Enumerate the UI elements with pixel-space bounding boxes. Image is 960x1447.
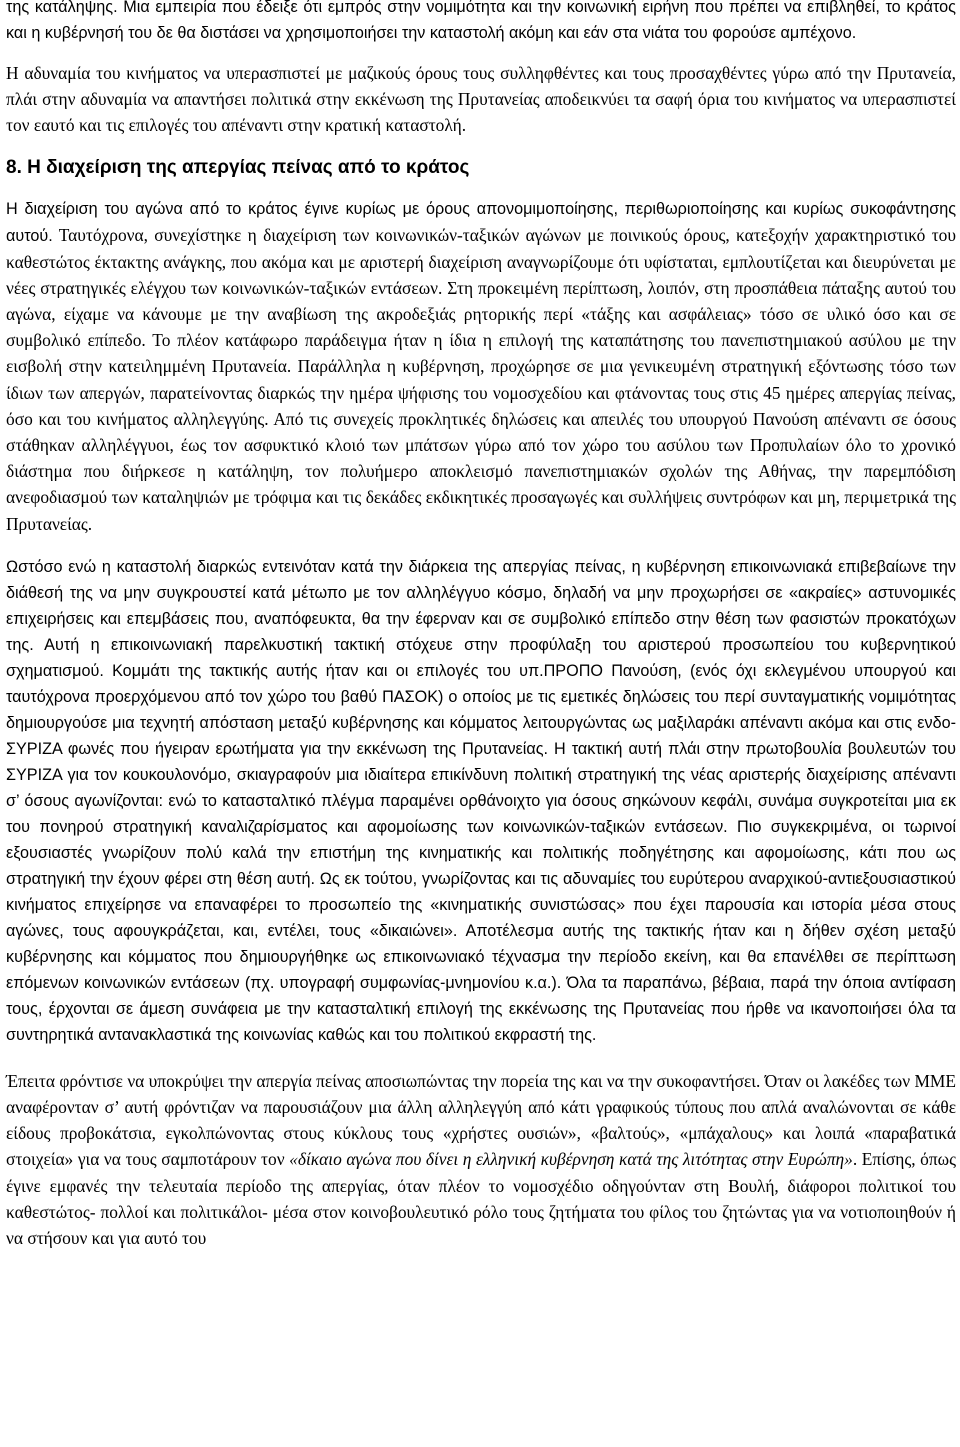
paragraph-intro: της κατάληψης. Μια εμπειρία που έδειξε ότι εμπρός στην νομιμότητα και την κοινωνική ειρήνη που πρέπει να επιβληθεί, το κράτος και η κυβέρνησή του δε θα διστάσει να χρησιμοποιήσει την καταστολή ακόμη και εάν στα νιάτα του φορούσε αμπέχονο. [6,0,956,42]
quoted-phrase: «δίκαιο αγώνα που δίνει η ελληνική κυβέρνηση κατά της λιτότητας στην Ευρώπη» [289,1149,853,1170]
paragraph-media-slander-continued: . Επίσης, όπως έγινε εμφανές την τελευταία περίοδο της απεργίας, όταν πλέον το νομοσχέδιο οδηγούνταν στη Βουλή, διάφοροι πολιτικοί του καθεστώτος- πολλοί και πολιτικάλοι- μέσα στον κοινοβουλευτικό ρόλο τους ζητήματα του φίλος του ζητώντας για να νοτιοποιηθούν ή να στήσουν και για αυτό του [6,1149,956,1249]
paragraph-state-management [6,195,956,537]
document-page [6,0,956,1251]
paragraph-media-slander-text: Έπειτα φρόντισε να υποκρύψει την απεργία πείνας αποσιωπώντας την πορεία της και να την συκοφαντήσει. Όταν οι λακέδες των ΜΜΕ αναφέρονταν σ’ αυτή φρόντιζαν να παρουσιάζουν μια άλλη αλληλεγγύη από κάτι γραφικούς τύπους που απλά αναλώνονται σε κάθε είδους προβοκάτσια, εγκολπώνοντας στους κύκλους τους «χρήστες ουσιών», «βαλτούς», «μπάχαλους» και λοιπά «παραβατικά στοιχεία» για να τους σαμποτάρουν τον [6,1070,956,1170]
section-heading: 8. Η διαχείριση της απεργίας πείνας από το κράτος [6,156,470,178]
paragraph-movement-weakness: Η αδυναμία του κινήματος να υπερασπιστεί με μαζικούς όρους τους συλληφθέντες και τους προσαχθέντες γύρω από την Πρυτανεία, πλάι στην αδυναμία να απαντήσει πολιτικά στην εκκένωση της Πρυτανείας αποδεικνύει τα σαφή όρια του κινήματος να υπερασπιστεί τον εαυτό και τις επιλογές του απέναντι στην κρατική καταστολή. [6,63,956,136]
paragraph-repression-tactics: Ωστόσο ενώ η καταστολή διαρκώς εντεινόταν κατά την διάρκεια της απεργίας πείνας, η κυβέρνηση επικοινωνιακά επιβεβαίωνε την διάθεσή της να μην συγκρουστεί κατά μέτωπο με τον αλληλέγγυο κόσμο, δηλαδή να μην προχωρήσει σε «ακραίες» αστυνομικές επιχειρήσεις και επεμβάσεις που, αναπόφευκτα, θα την έφερναν και σε συμβολικό επίπεδο στην θέση των φασιστών προκατόχων της. Αυτή η επικοινωνιακή παρελκυστική τακτική στόχευε στην προφύλαξη του αριστερού προσωπείου του κυβερνητικού σχηματισμού. Κομμάτι της τακτικής αυτής ήταν και οι επιλογές του υπ.ΠΡΟΠΟ Πανούση, (ενός όχι εκλεγμένου υπουργού και ταυτόχρονα προερχόμενου από τον χώρο του βαθύ ΠΑΣΟΚ) ο οποίος με τις εμετικές δηλώσεις του περί συνταγματικής νομιμότητας δημιουργούσε μια τεχνητή απόσταση μεταξύ κυβέρνησης και κόμματος λειτουργώντας ως μαξιλαράκι απέναντι ακόμα και στις ενδο-ΣΥΡΙΖΑ φωνές που ήγειραν ερωτήματα για την εκκένωση της Πρυτανείας. Η τακτική αυτή πλάι στην πρωτοβουλία βουλευτών του ΣΥΡΙΖΑ για τον κουκουλονόμο, σκιαγραφούν μια ιδιαίτερα επικίνδυνη πολιτική στρατηγική της νέας αριστερής διαχείρισης απέναντι σ’ όσους αγωνίζονται: ενώ το κατασταλτικό πλέγμα παραμένει ορθάνοιχτο για όσους σηκώνουν κεφάλι, συνάμα συγκροτείται μια εκ του πονηρού στρατηγική καναλιζαρίσματος και αφομοίωσης των κοινωνικών-ταξικών εντάσεων. Πιο συγκεκριμένα, οι τωρινοί εξουσιαστές γνωρίζουν πολύ καλά την επιστήμη της κινηματικής και πολιτικής ποδηγέτησης και αφομοίωσης, κάτι που ως στρατηγική την έχουν φέρει στη θέση αυτή. Ως εκ τούτου, γνωρίζοντας και τις αδυναμίες του ευρύτερου αναρχικού-αντιεξουσιαστικού κινήματος επιχείρησε να επαναφέρει το προσωπείο της «κινηματικής συνιστώσας» που έχει παρουσία και ιστορία μέσα στους αγώνες, τους αφουγκράζεται, και, εντέλει, τους «δικαιώνει». Αποτέλεσμα αυτής της τακτικής ήταν και η δήθεν σχέση μεταξύ κυβέρνησης και κόμματος που δημιουργήθηκε ως επικοινωνιακό τέχνασμα την περίοδο εκείνη, και θα επανέλθει σε περίπτωση επόμενων κοινωνικών εντάσεων (πχ. υπογραφή συμφωνίας-μνημονίου κ.α.). Όλα τα παραπάνω, βέβαια, παρά την όποια αντίφαση τους, έρχονται σε άμεση συνάφεια με την κατασταλτική επιλογή της εκκένωσης της Πρυτανείας που ήρθε να ικανοποιήσει όλα τα συντηρητικά αντανακλαστικά της κοινωνίας καθώς και του πολιτικού εκφραστή της. [6,557,956,1044]
paragraph-state-management-body: Ταυτόχρονα, συνεχίστηκε η διαχείριση των κοινωνικών-ταξικών αγώνων με ποινικούς όρους, κατεξοχήν χαρακτηριστικό του καθεστώτος έκτακτης ανάγκης, που ακόμα και με αριστερή διαχείριση αναγνωρίζουμε ότι υφίσταται, εμπλουτίζεται και διευρύνεται με νέες στρατηγικές ελέγχου των κοινωνικών-ταξικών εντάσεων. Στη προκειμένη περίπτωση, λοιπόν, στη προσπάθεια πάταξης αυτού του αγώνα, είχαμε να κάνουμε με την αναβίωση της ακροδεξιάς ρητορικής περί «τάξης και ασφάλειας» τόσο σε υλικό όσο και σε συμβολικό επίπεδο. Το πλέον κατάφωρο παράδειγμα ήταν η ίδια η επιλογή της καταπάτησης του πανεπιστημιακού ασύλου με την εισβολή στην κατειλημμένη Πρυτανεία. Παράλληλα η κυβέρνηση, προχώρησε σε μια γενικευμένη στρατηγική εξόντωσης τόσο των ίδιων των απεργών, παρατείνοντας διαρκώς την ημέρα ψήφισης του νομοσχεδίου και φτάνοντας τους στις 45 ημέρες απεργίας πείνας, όσο και του κινήματος αλληλεγγύης. Από τις συνεχείς προκλητικές δηλώσεις και απειλές του υπουργού Πανούση απέναντι σε όσους στάθηκαν αλληλέγγυοι, έως τον ασφυκτικό κλοιό των μπάτσων γύρω από τον χώρο του ασύλου των Προπυλαίων όλο το χρονικό διάστημα που διήρκεσε η κατάληψη, τον πολυήμερο αποκλεισμό πανεπιστημιακών σχολών της Αθήνας, την παρεμπόδιση ανεφοδιασμού των καταληψιών με τρόφιμα και τις δεκάδες εκδικητικές προσαγωγές και συλλήψεις συντρόφων και μη, περιμετρικά της Πρυτανείας. [6,224,956,534]
paragraph-media-slander [6,1068,956,1251]
paragraph-state-management-lead: Η διαχείριση του αγώνα από το κράτος έγινε κυρίως με όρους απονομιμοποίησης, περιθωριοποίησης και κυρίως συκοφάντησης αυτού. [6,199,956,245]
